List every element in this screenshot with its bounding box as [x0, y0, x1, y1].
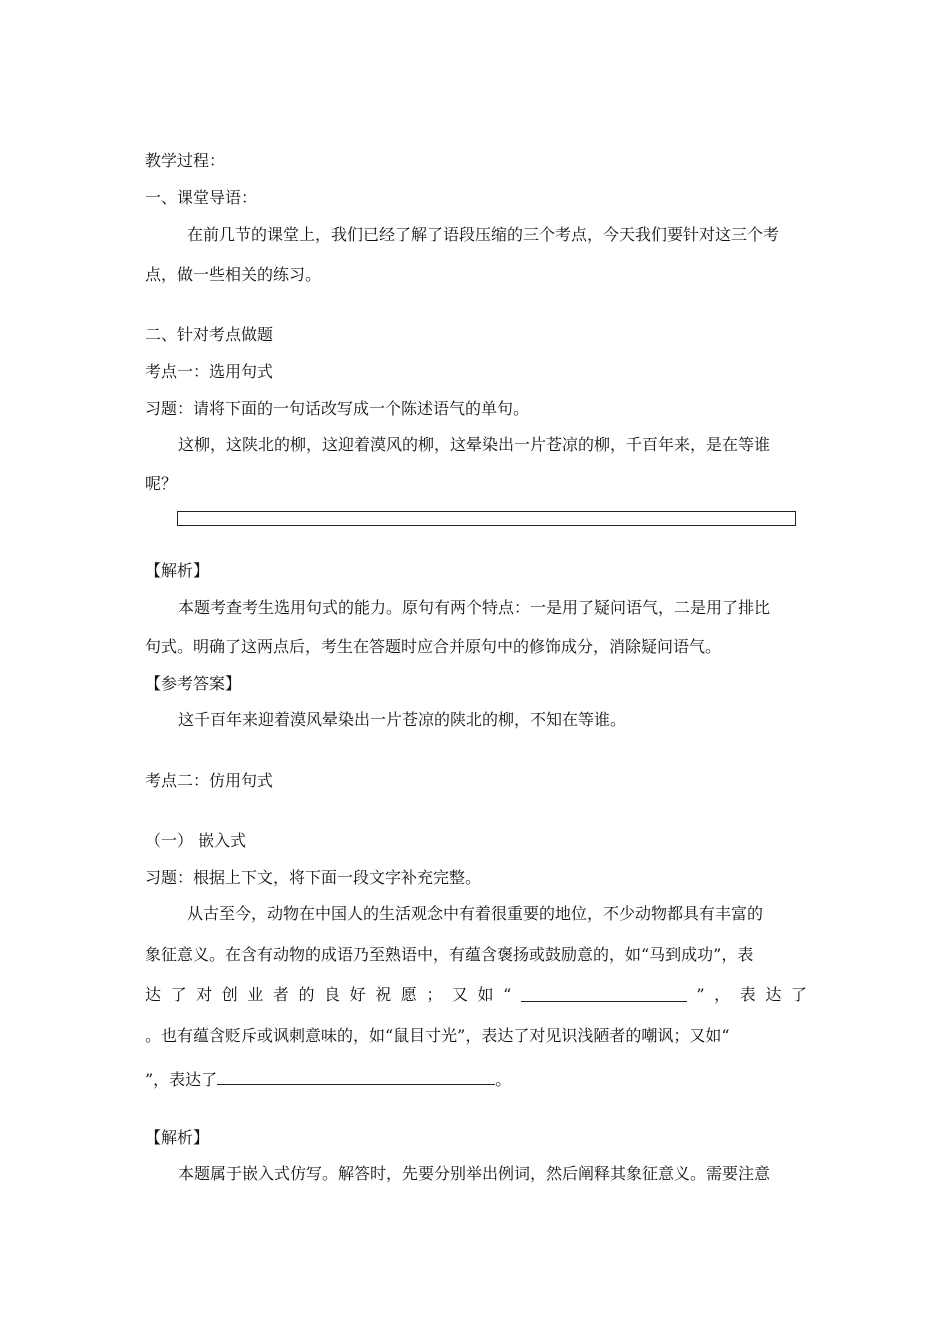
char: 达 — [145, 985, 162, 1004]
char: 了 — [170, 985, 187, 1004]
point-1-question-line-1: 这柳，这陕北的柳，这迎着漠风的柳，这晕染出一片苍凉的柳，千百年来，是在等谁 — [178, 435, 771, 454]
point-1-analysis-label: 【解析】 — [145, 561, 210, 580]
point-2-paragraph-line-5 — [145, 1068, 511, 1090]
char: 又 — [451, 985, 468, 1004]
char: 祝 — [375, 985, 392, 1004]
point-2-analysis-line-1: 本题属于嵌入式仿写。解答时，先要分别举出例词，然后阐释其象征意义。需要注意 — [178, 1164, 771, 1183]
char: 对 — [196, 985, 213, 1004]
char: 达 — [765, 985, 782, 1004]
char: 创 — [221, 985, 238, 1004]
point-1-analysis-line-2: 句式。明确了这两点后，考生在答题时应合并原句中的修饰成分，消除疑问语气。 — [145, 637, 722, 656]
char: 良 — [324, 985, 341, 1004]
point-2-analysis-label: 【解析】 — [145, 1128, 210, 1147]
line-5-lead: ”，表达了 — [145, 1070, 218, 1089]
point-1-answer-label: 【参考答案】 — [145, 674, 242, 693]
point-2-title: 考点二：仿用句式 — [145, 771, 274, 790]
section-2-title: 二、针对考点做题 — [145, 325, 274, 344]
char: 表 — [739, 985, 756, 1004]
fill-blank-2[interactable] — [217, 1068, 495, 1085]
point-1-answer: 这千百年来迎着漠风晕染出一片苍凉的陕北的柳，不知在等谁。 — [178, 710, 627, 729]
char: 如 — [477, 985, 494, 1004]
point-2-paragraph-line-1: 从古至今，动物在中国人的生活观念中有着很重要的地位，不少动物都具有丰富的 — [187, 904, 764, 923]
char: ； — [426, 985, 443, 1004]
char: 的 — [298, 985, 315, 1004]
section-1-title: 一、课堂导语： — [145, 188, 258, 207]
line-5-end: 。 — [495, 1070, 512, 1089]
fill-blank-1[interactable] — [521, 985, 687, 1002]
point-2-paragraph-line-3 — [145, 985, 807, 1005]
paragraph-intro-line-1: 在前几节的课堂上，我们已经了解了语段压缩的三个考点，今天我们要针对这三个考 — [187, 225, 780, 244]
point-2-subtitle: （一） 嵌入式 — [145, 831, 247, 850]
char: 好 — [349, 985, 366, 1004]
point-2-paragraph-line-2: 象征意义。在含有动物的成语乃至熟语中，有蕴含褒扬或鼓励意的，如“马到成功”，表 — [145, 945, 754, 964]
open-quote: “ — [503, 985, 512, 1004]
char: 愿 — [400, 985, 417, 1004]
char: 者 — [272, 985, 289, 1004]
point-2-exercise: 习题：根据上下文，将下面一段文字补充完整。 — [145, 868, 482, 887]
heading-teaching-process: 教学过程： — [145, 151, 226, 170]
point-1-question-line-2: 呢？ — [145, 474, 178, 493]
point-2-paragraph-line-4: 。也有蕴含贬斥或讽刺意味的，如“鼠目寸光”，表达了对见识浅陋者的嘲讽；又如“ — [145, 1026, 730, 1045]
char: 业 — [247, 985, 264, 1004]
answer-box[interactable] — [177, 511, 796, 526]
char: 了 — [790, 985, 807, 1004]
close-quote: ” — [696, 985, 705, 1004]
comma: ， — [714, 985, 731, 1004]
point-1-analysis-line-1: 本题考查考生选用句式的能力。原句有两个特点：一是用了疑问语气，二是用了排比 — [178, 598, 771, 617]
point-1-title: 考点一：选用句式 — [145, 362, 274, 381]
point-1-exercise: 习题：请将下面的一句话改写成一个陈述语气的单句。 — [145, 399, 530, 418]
paragraph-intro-line-2: 点，做一些相关的练习。 — [145, 265, 322, 284]
